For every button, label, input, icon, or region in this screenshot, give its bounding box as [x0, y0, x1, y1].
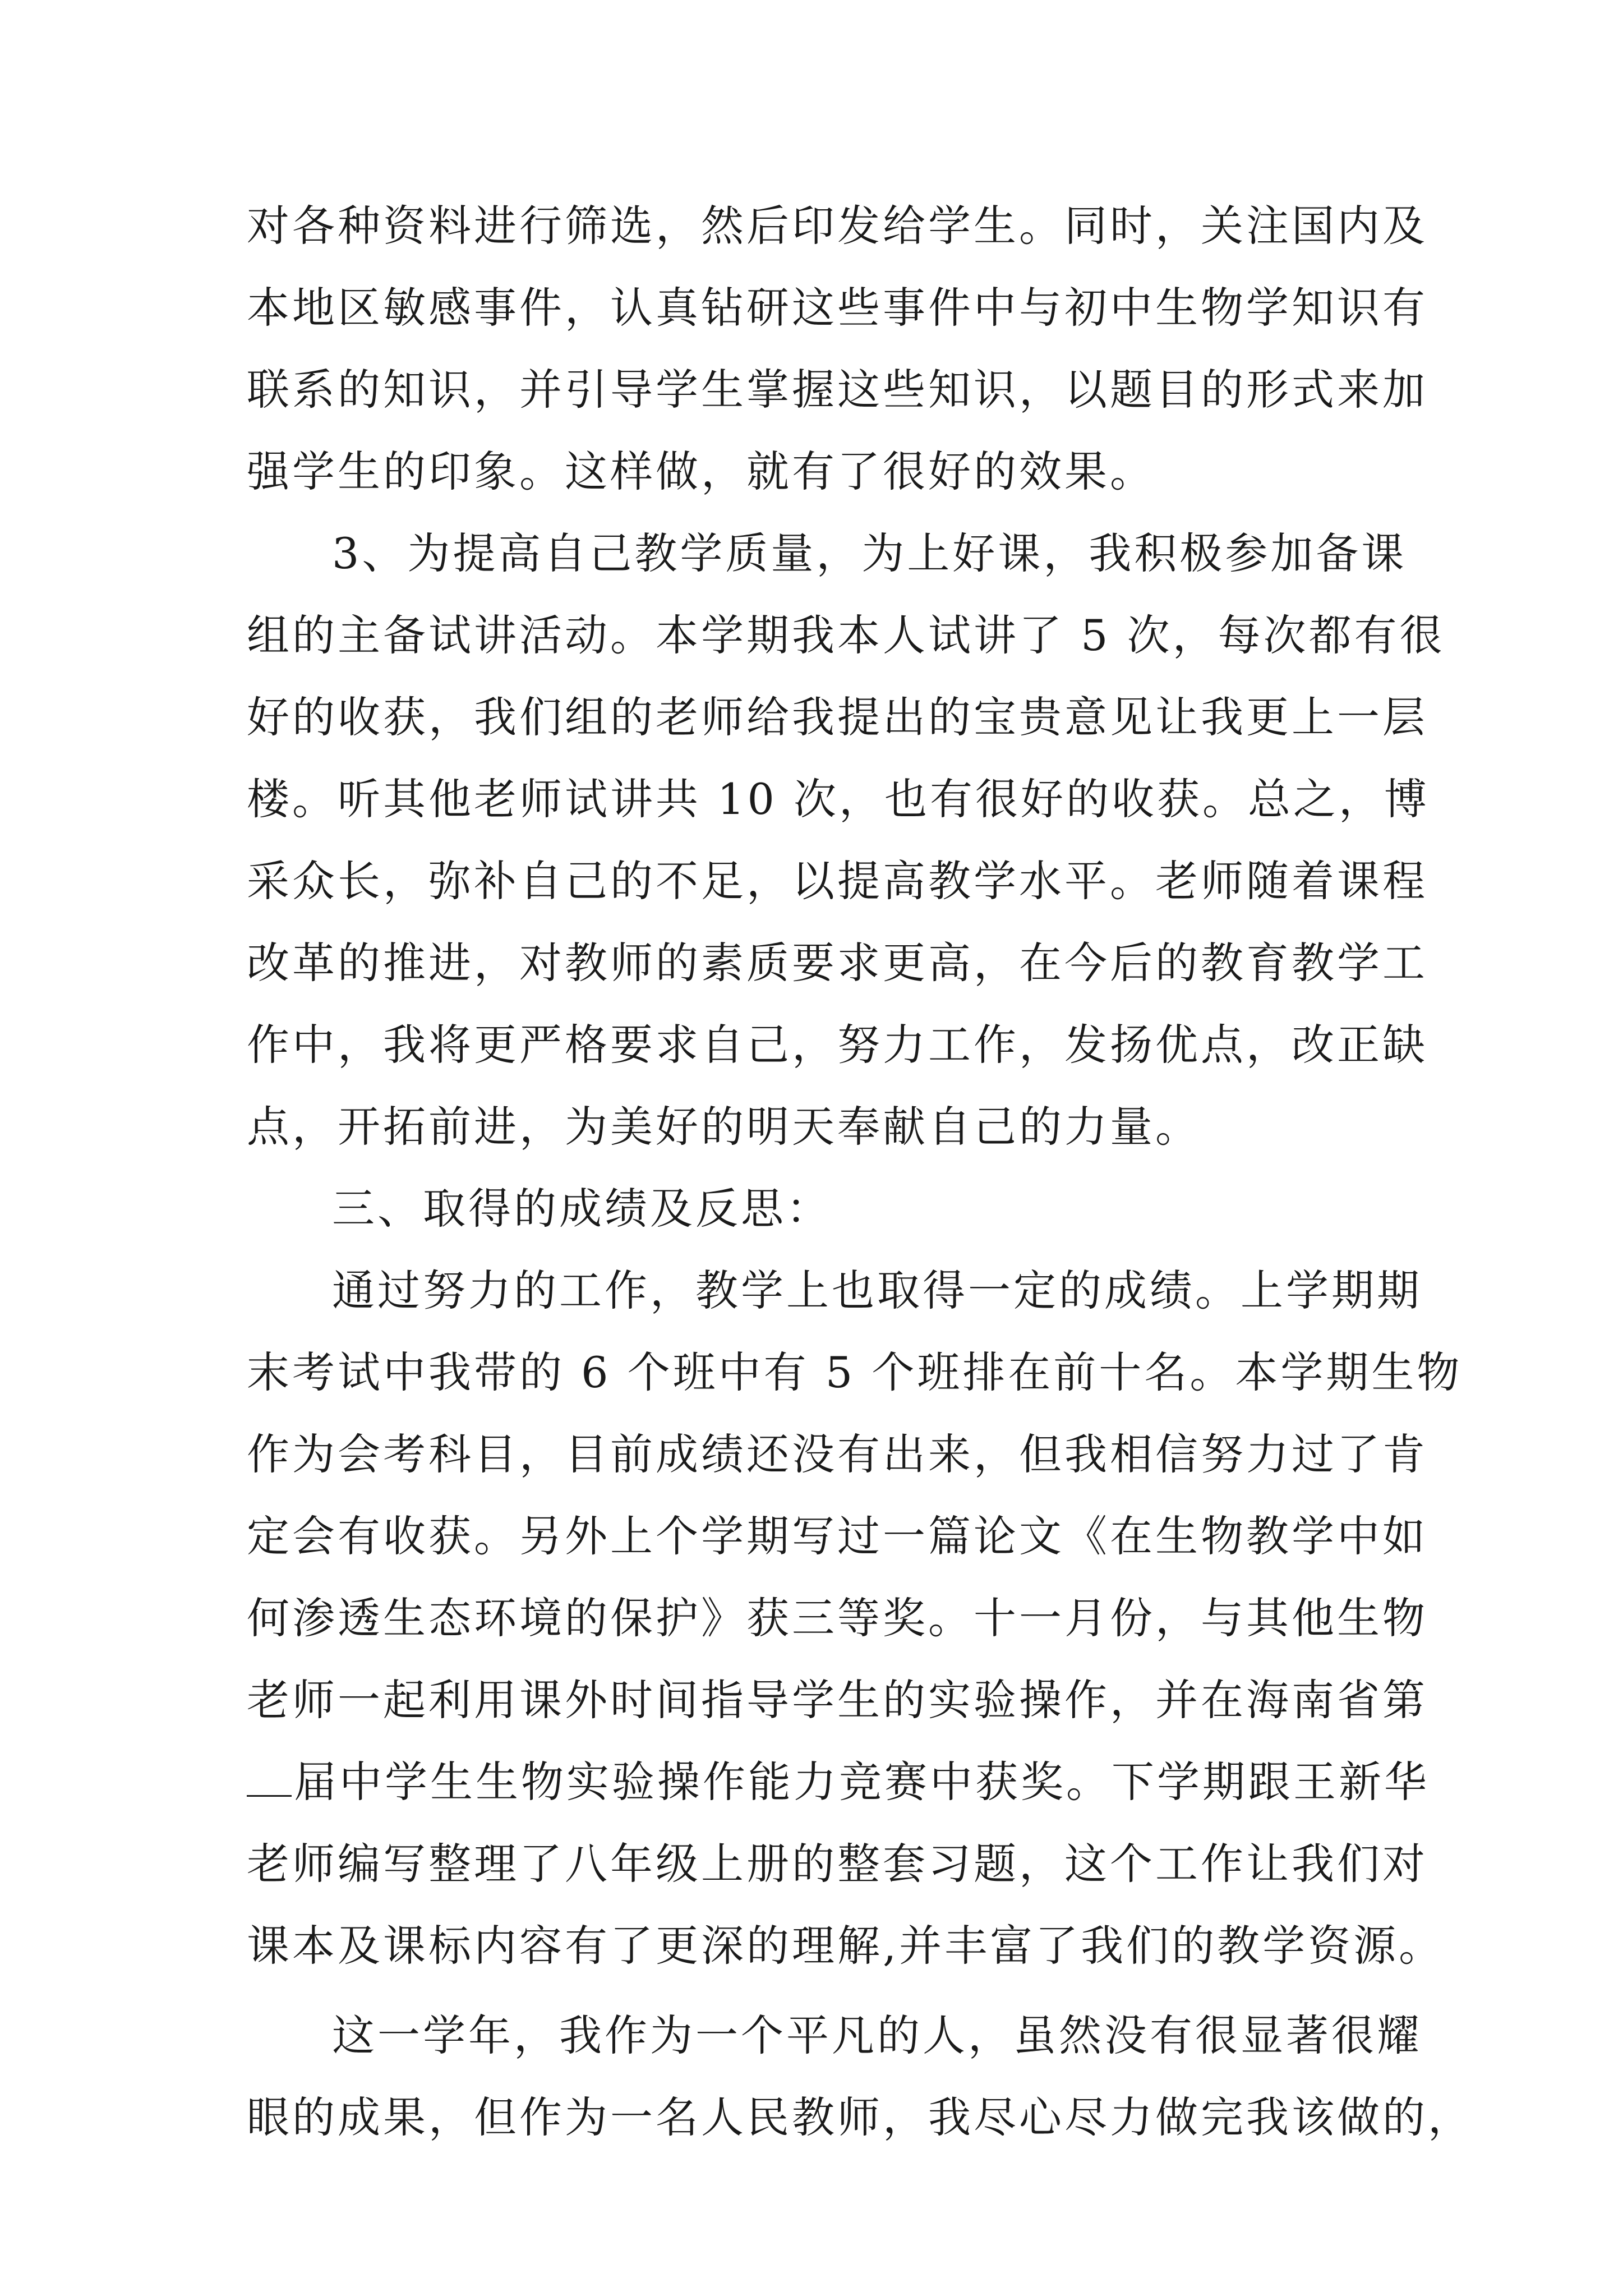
paragraph-continuation	[247, 185, 1428, 513]
text-line: 3、为提高自己教学质量，为上好课，我积极参加备课	[332, 528, 1407, 578]
text-line: 楼。听其他老师试讲共 10 次，也有很好的收获。总之，博	[247, 774, 1430, 824]
paragraph-item-3	[247, 513, 1445, 1168]
text-line: 好的收获，我们组的老师给我提出的宝贵意见让我更上一层	[247, 692, 1428, 742]
fill-in-blank	[247, 1793, 292, 1797]
text-line: 改革的推进，对教师的素质要求更高，在今后的教育教学工	[247, 938, 1428, 988]
text-line: 眼的成果，但作为一名人民教师，我尽心尽力做完我该做的，	[247, 2092, 1473, 2142]
text-line: 课本及课标内容有了更深的理解,并丰富了我们的教学资源。	[247, 1921, 1445, 1971]
paragraph-achievements	[247, 1250, 1463, 1987]
paragraph-summary	[247, 1995, 1473, 2159]
document-body	[247, 185, 1473, 2159]
text-line: 末考试中我带的 6 个班中有 5 个班排在前十名。本学期生物	[247, 1347, 1463, 1397]
text-line: 联系的知识，并引导学生掌握这些知识，以题目的形式来加	[247, 365, 1428, 415]
text-line: 通过努力的工作，教学上也取得一定的成绩。上学期期	[332, 1266, 1422, 1315]
section-heading	[247, 1168, 1391, 1250]
text-line: 点，开拓前进，为美好的明天奉献自己的力量。	[247, 1102, 1201, 1152]
text-line: 老师一起利用课外时间指导学生的实验操作，并在海南省第	[247, 1675, 1428, 1725]
text-line-with-blank	[247, 1741, 1430, 1823]
text-line: 定会有收获。另外上个学期写过一篇论文《在生物教学中如	[247, 1511, 1428, 1561]
section-title: 三、取得的成绩及反思：	[332, 1184, 832, 1234]
text-line: 作中，我将更严格要求自己，努力工作，发扬优点，改正缺	[247, 1020, 1428, 1070]
text-line: 强学生的印象。这样做，就有了很好的效果。	[247, 447, 1155, 496]
text-line: 采众长，弥补自己的不足，以提高教学水平。老师随着课程	[247, 856, 1428, 906]
text-line: 何渗透生态环境的保护》获三等奖。十一月份，与其他生物	[247, 1593, 1428, 1643]
text-line: 作为会考科目，目前成绩还没有出来，但我相信努力过了肯	[247, 1429, 1428, 1479]
text-line: 组的主备试讲活动。本学期我本人试讲了 5 次，每次都有很	[247, 610, 1445, 660]
text-line: 老师编写整理了八年级上册的整套习题，这个工作让我们对	[247, 1839, 1428, 1889]
text-line: 本地区敏感事件，认真钻研这些事件中与初中生物学知识有	[247, 283, 1428, 333]
text-line: 这一学年，我作为一个平凡的人，虽然没有很显著很耀	[332, 2010, 1422, 2060]
text-line: 对各种资料进行筛选，然后印发给学生。同时，关注国内及	[247, 201, 1428, 251]
text-line: 届中学生生物实验操作能力竞赛中获奖。下学期跟王新华	[294, 1757, 1430, 1807]
